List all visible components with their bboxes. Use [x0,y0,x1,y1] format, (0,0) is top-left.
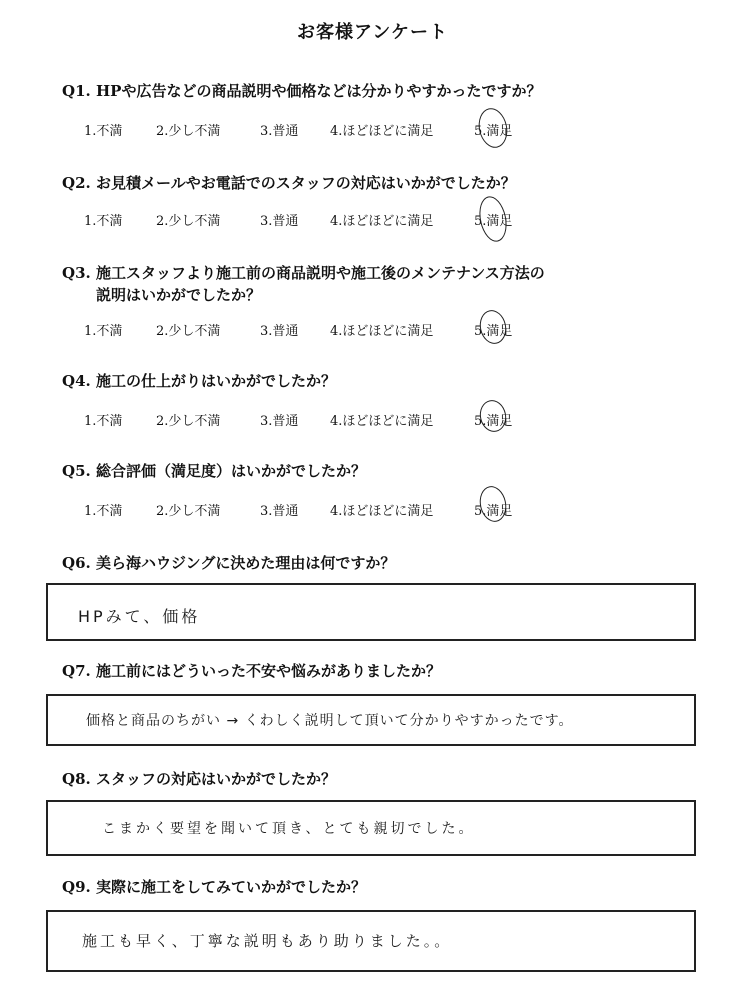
question-number: Q2. [62,174,91,192]
question-2 [62,172,516,194]
option-1[interactable]: 1.不満 [84,414,123,429]
option-3[interactable]: 3.普通 [260,214,299,229]
option-5[interactable]: 5.満足 [474,214,513,229]
option-3[interactable]: 3.普通 [260,504,299,519]
question-6 [62,552,395,574]
question-5 [62,460,366,482]
question-number: Q1. [62,82,91,100]
question-text: 総合評価（満足度）はいかがでしたか？ [96,462,367,480]
option-5[interactable]: 5.満足 [474,324,513,339]
question-number: Q3. [62,264,91,282]
option-4[interactable]: 4.ほどほどに満足 [330,124,434,139]
option-5[interactable]: 5.満足 [474,504,513,519]
selected-circle-mark [477,308,510,347]
question-text: 施工スタッフより施工前の商品説明や施工後のメンテナンス方法の [96,264,545,282]
handwritten-answer: 施工も早く、丁寧な説明もあり助りました。。 [82,932,453,950]
rating-options-1 [84,120,604,140]
question-number: Q7. [62,662,91,680]
option-2[interactable]: 2.少し不満 [156,124,221,139]
question-number: Q5. [62,462,91,480]
question-text: 美ら海ハウジングに決めた理由は何ですか？ [96,554,396,572]
page-title: お客様アンケート [297,22,448,43]
question-text: 施工前にはどういった不安や悩みがありましたか？ [96,662,442,680]
question-text: スタッフの対応はいかがでしたか？ [96,770,337,788]
option-4[interactable]: 4.ほどほどに満足 [330,214,434,229]
option-2[interactable]: 2.少し不満 [156,414,221,429]
question-text: HPや広告などの商品説明や価格などは分かりやすかったですか？ [96,82,542,100]
handwritten-answer: HPみて、価格 [78,607,201,626]
selected-circle-mark [475,106,511,151]
question-1 [62,80,541,102]
rating-options-4 [84,410,604,430]
option-3[interactable]: 3.普通 [260,414,299,429]
option-1[interactable]: 1.不満 [84,124,123,139]
question-4 [62,370,336,392]
question-text: お見積メールやお電話でのスタッフの対応はいかがでしたか？ [96,174,516,192]
option-5[interactable]: 5.満足 [474,124,513,139]
option-4[interactable]: 4.ほどほどに満足 [330,504,434,519]
question-text-continued: 説明はいかがでしたか？ [96,286,262,304]
option-2[interactable]: 2.少し不満 [156,324,221,339]
question-9 [62,876,366,898]
option-4[interactable]: 4.ほどほどに満足 [330,414,434,429]
option-3[interactable]: 3.普通 [260,324,299,339]
option-4[interactable]: 4.ほどほどに満足 [330,324,434,339]
question-text: 施工の仕上がりはいかがでしたか？ [96,372,337,390]
option-3[interactable]: 3.普通 [260,124,299,139]
question-text: 実際に施工をしてみていかがでしたか？ [96,878,367,896]
option-1[interactable]: 1.不満 [84,504,123,519]
question-8 [62,768,336,790]
rating-options-3 [84,320,604,340]
question-number: Q9. [62,878,91,896]
selected-circle-mark [476,194,511,244]
question-number: Q4. [62,372,91,390]
question-3 [62,262,545,306]
question-number: Q8. [62,770,91,788]
rating-options-2 [84,210,604,230]
handwritten-answer: 価格と商品のちがい → くわしく説明して頂いて分かりやすかったです。 [86,713,574,729]
option-2[interactable]: 2.少し不満 [156,504,221,519]
option-1[interactable]: 1.不満 [84,324,123,339]
option-2[interactable]: 2.少し不満 [156,214,221,229]
option-1[interactable]: 1.不満 [84,214,123,229]
question-number: Q6. [62,554,91,572]
question-7 [62,660,441,682]
option-5[interactable]: 5.満足 [474,414,513,429]
rating-options-5 [84,500,604,520]
handwritten-answer: こまかく要望を聞いて頂き、とても親切でした。 [102,821,476,837]
